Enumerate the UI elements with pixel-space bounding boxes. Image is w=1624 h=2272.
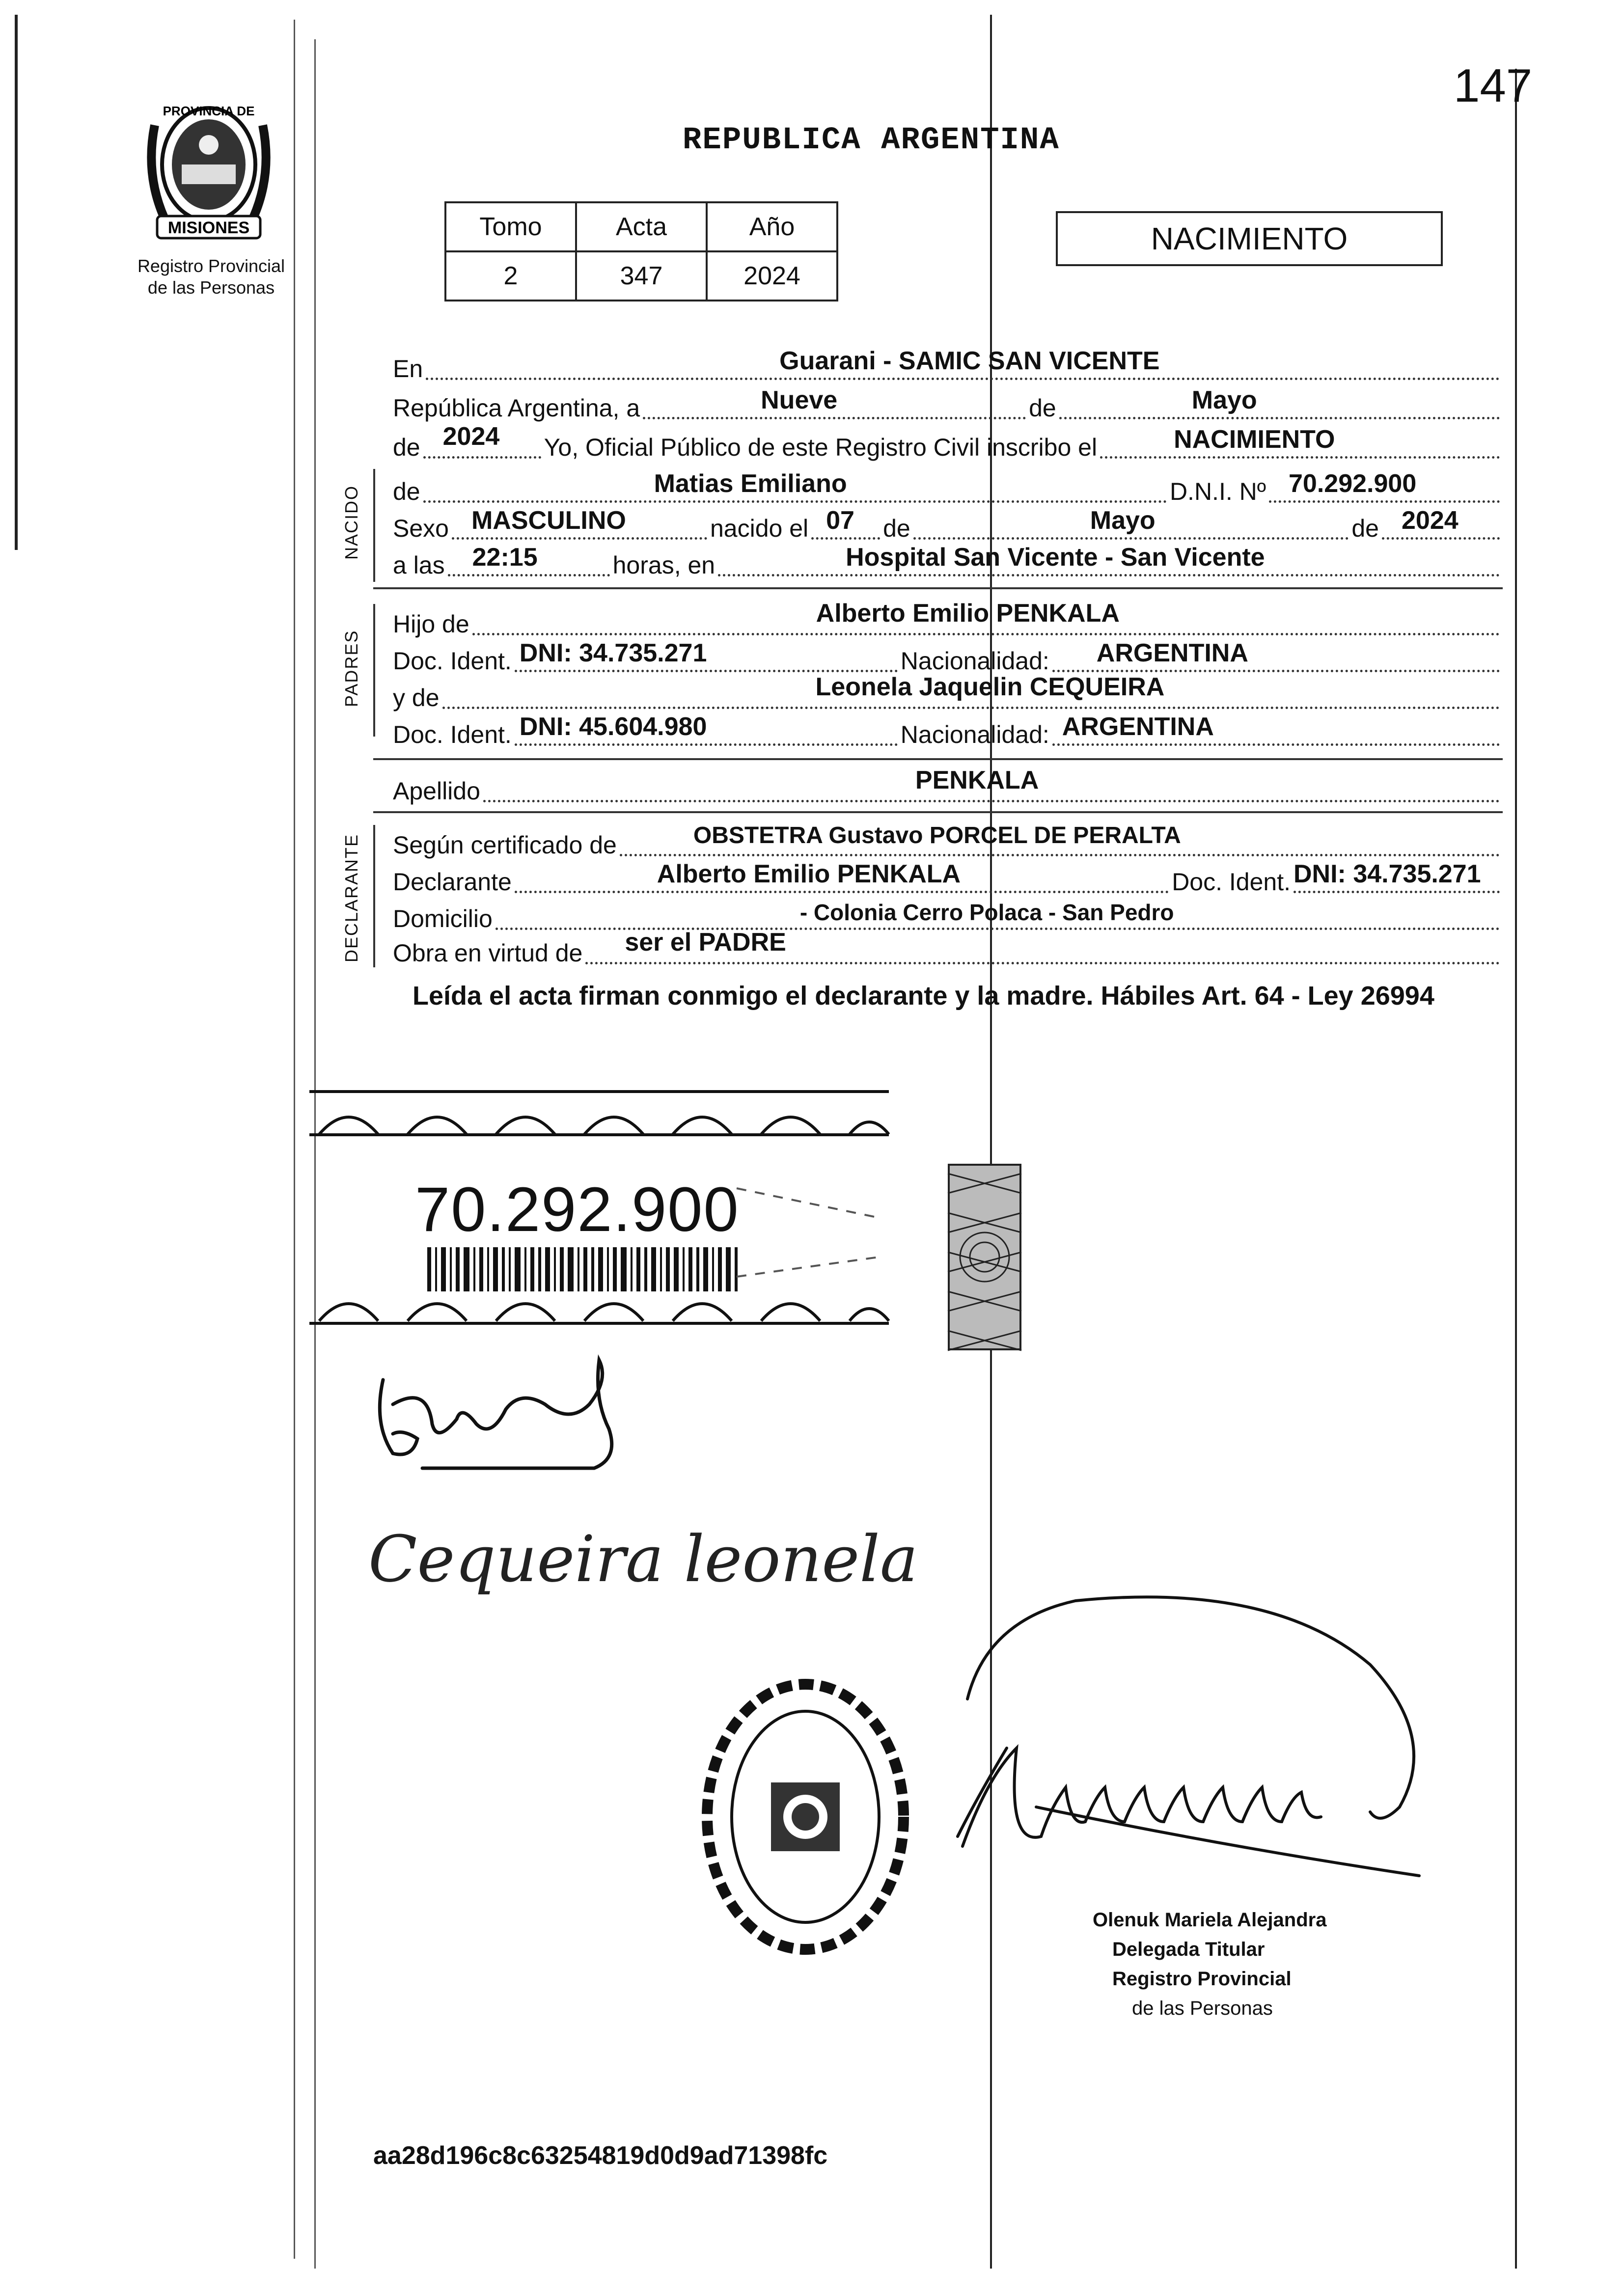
father-nat-label: Nacionalidad: xyxy=(900,647,1049,675)
child-dni-value: 70.292.900 xyxy=(1289,469,1417,498)
mother-name-value: Leonela Jaquelin CEQUEIRA xyxy=(815,673,1165,701)
official-role: Delegada Titular xyxy=(1112,1939,1265,1960)
obra-label: Obra en virtud de xyxy=(393,939,583,967)
dots xyxy=(718,543,1500,576)
row-republica xyxy=(393,388,1503,422)
nacido-de-label-2: de xyxy=(883,515,910,542)
document-hash: aa28d196c8c63254819d0d9ad71398fc xyxy=(373,2141,828,2170)
father-doc-label: Doc. Ident. xyxy=(393,647,512,675)
place-value: Guarani - SAMIC SAN VICENTE xyxy=(779,347,1160,375)
hologram-stamp xyxy=(948,1164,1021,1350)
book-header-row xyxy=(445,202,837,251)
de-label-2: de xyxy=(393,434,420,461)
declarante-doc-value: DNI: 34.735.271 xyxy=(1294,860,1481,888)
dots xyxy=(483,766,1500,802)
tomo-header: Tomo xyxy=(445,202,576,251)
official-signature xyxy=(928,1591,1463,1886)
birth-year-value: 2024 xyxy=(1402,506,1459,535)
father-doc-value: DNI: 34.735.271 xyxy=(519,639,707,667)
dots xyxy=(423,469,1167,503)
divider-2 xyxy=(373,758,1503,760)
dni-sticker-number: 70.292.900 xyxy=(415,1175,740,1245)
dots xyxy=(643,386,1026,419)
right-border-line xyxy=(1515,69,1517,2269)
y-de-label: y de xyxy=(393,684,440,712)
mother-nat-value: ARGENTINA xyxy=(1062,712,1214,741)
seal-top-text: PROVINCIA DE xyxy=(163,104,255,118)
birth-place-value: Hospital San Vicente - San Vicente xyxy=(846,543,1265,572)
dots xyxy=(472,599,1500,635)
padres-bracket xyxy=(373,604,375,737)
row-father-doc xyxy=(393,641,1503,675)
official-org-line2: de las Personas xyxy=(1132,1998,1273,2019)
acta-header: Acta xyxy=(576,202,707,251)
row-mother-doc xyxy=(393,714,1503,749)
mother-nat-label: Nacionalidad: xyxy=(900,721,1049,748)
hijo-de-label: Hijo de xyxy=(393,610,469,638)
birth-day-value: 07 xyxy=(826,506,854,535)
registry-name-line1: Registro Provincial xyxy=(137,256,285,276)
republica-label: República Argentina, a xyxy=(393,394,640,422)
sexo-value: MASCULINO xyxy=(471,506,626,535)
record-type-box: NACIMIENTO xyxy=(1056,211,1443,266)
row-officer xyxy=(393,422,1503,462)
cert-value: OBSTETRA Gustavo PORCEL DE PERALTA xyxy=(693,822,1181,849)
month-word-value: Mayo xyxy=(1191,386,1257,414)
tomo-value: 2 xyxy=(445,251,576,301)
row-declarante xyxy=(393,862,1503,896)
anio-value: 2024 xyxy=(707,251,837,301)
birth-month-value: Mayo xyxy=(1090,506,1156,535)
mother-signature xyxy=(363,1503,918,1611)
dots xyxy=(515,639,898,672)
en-label: En xyxy=(393,355,423,383)
divider-3 xyxy=(373,811,1503,813)
left-border-line-1 xyxy=(294,20,295,2259)
dots xyxy=(452,506,707,540)
child-name-value: Matias Emiliano xyxy=(654,469,847,498)
a-las-label: a las xyxy=(393,551,445,579)
apellido-value: PENKALA xyxy=(915,766,1039,794)
apellido-label: Apellido xyxy=(393,777,480,805)
divider-1 xyxy=(373,587,1503,589)
nacido-el-label: nacido el xyxy=(710,515,809,542)
row-obra xyxy=(393,928,1503,967)
row-y-de xyxy=(393,673,1503,712)
dots xyxy=(1059,386,1500,419)
closing-text: Leída el acta firman conmigo el declarante y la madre. Hábiles Art. 64 - Ley 26994 xyxy=(413,981,1434,1011)
row-certificado xyxy=(393,822,1503,859)
row-en xyxy=(393,349,1503,383)
row-hora xyxy=(393,545,1503,579)
horas-label: horas, en xyxy=(612,551,716,579)
dots xyxy=(1100,425,1500,459)
day-word-value: Nueve xyxy=(761,386,838,414)
registry-name xyxy=(118,255,304,299)
country-title: REPUBLICA ARGENTINA xyxy=(683,123,1060,158)
registry-name-line2: de las Personas xyxy=(147,277,275,298)
dni-label: D.N.I. Nº xyxy=(1169,478,1266,505)
dots xyxy=(515,860,1169,893)
obra-value: ser el PADRE xyxy=(625,928,786,957)
officer-text: Yo, Oficial Público de este Registro Civil inscribo el xyxy=(544,434,1098,461)
dots xyxy=(423,422,541,459)
dots xyxy=(442,673,1500,709)
cert-label: Según certificado de xyxy=(393,831,617,859)
official-org-line1: Registro Provincial xyxy=(1112,1968,1292,1990)
mother-doc-value: DNI: 45.604.980 xyxy=(519,712,707,741)
declarante-section-label: DECLARANTE xyxy=(341,833,361,962)
anio-header: Año xyxy=(707,202,837,251)
row-domicilio xyxy=(393,899,1503,933)
dots xyxy=(448,543,610,576)
declarante-value: Alberto Emilio PENKALA xyxy=(657,860,961,888)
nacido-de-label: de xyxy=(393,478,420,505)
dots xyxy=(585,928,1500,964)
dots xyxy=(1052,639,1500,672)
dots xyxy=(1294,860,1500,893)
declarante-label: Declarante xyxy=(393,868,512,896)
declarante-bracket xyxy=(373,825,375,967)
book-table xyxy=(444,201,838,301)
row-apellido xyxy=(393,766,1503,805)
book-value-row xyxy=(445,251,837,301)
row-sexo xyxy=(393,508,1503,543)
sexo-label: Sexo xyxy=(393,515,449,542)
row-hijo-de xyxy=(393,599,1503,638)
year-value: 2024 xyxy=(442,422,500,451)
official-stamp-text xyxy=(1093,1905,1326,2023)
nacido-de-label-3: de xyxy=(1351,515,1379,542)
nacido-section-label: NACIDO xyxy=(341,485,361,560)
father-nat-value: ARGENTINA xyxy=(1096,639,1248,667)
row-nacido-name xyxy=(393,471,1503,506)
father-name-value: Alberto Emilio PENKALA xyxy=(816,599,1120,628)
domicilio-label: Domicilio xyxy=(393,905,493,932)
official-name: Olenuk Mariela Alejandra xyxy=(1093,1909,1327,1931)
seal-bottom-text: MISIONES xyxy=(167,219,250,237)
dots xyxy=(811,506,880,540)
page-number: 147 xyxy=(1454,59,1533,112)
dots xyxy=(1382,506,1500,540)
domicilio-value: - Colonia Cerro Polaca - San Pedro xyxy=(799,900,1174,925)
dots xyxy=(1052,712,1500,746)
de-label-1: de xyxy=(1029,394,1056,422)
declarante-doc-label: Doc. Ident. xyxy=(1172,868,1291,896)
acta-value: 347 xyxy=(576,251,707,301)
dots xyxy=(515,712,898,746)
mother-doc-label: Doc. Ident. xyxy=(393,721,512,748)
official-round-stamp xyxy=(697,1674,913,1959)
dots xyxy=(620,822,1500,856)
mother-signature-text: Cequeira leonela xyxy=(368,1522,918,1596)
dots xyxy=(913,506,1349,540)
birth-time-value: 22:15 xyxy=(472,543,538,572)
province-seal-logo xyxy=(135,96,282,253)
left-margin-line xyxy=(15,15,18,550)
nacido-bracket xyxy=(373,469,375,582)
dots xyxy=(1269,469,1500,503)
dots xyxy=(426,347,1500,380)
padres-section-label: PADRES xyxy=(341,630,361,707)
event-value: NACIMIENTO xyxy=(1174,425,1335,454)
declarant-signature xyxy=(363,1350,638,1478)
